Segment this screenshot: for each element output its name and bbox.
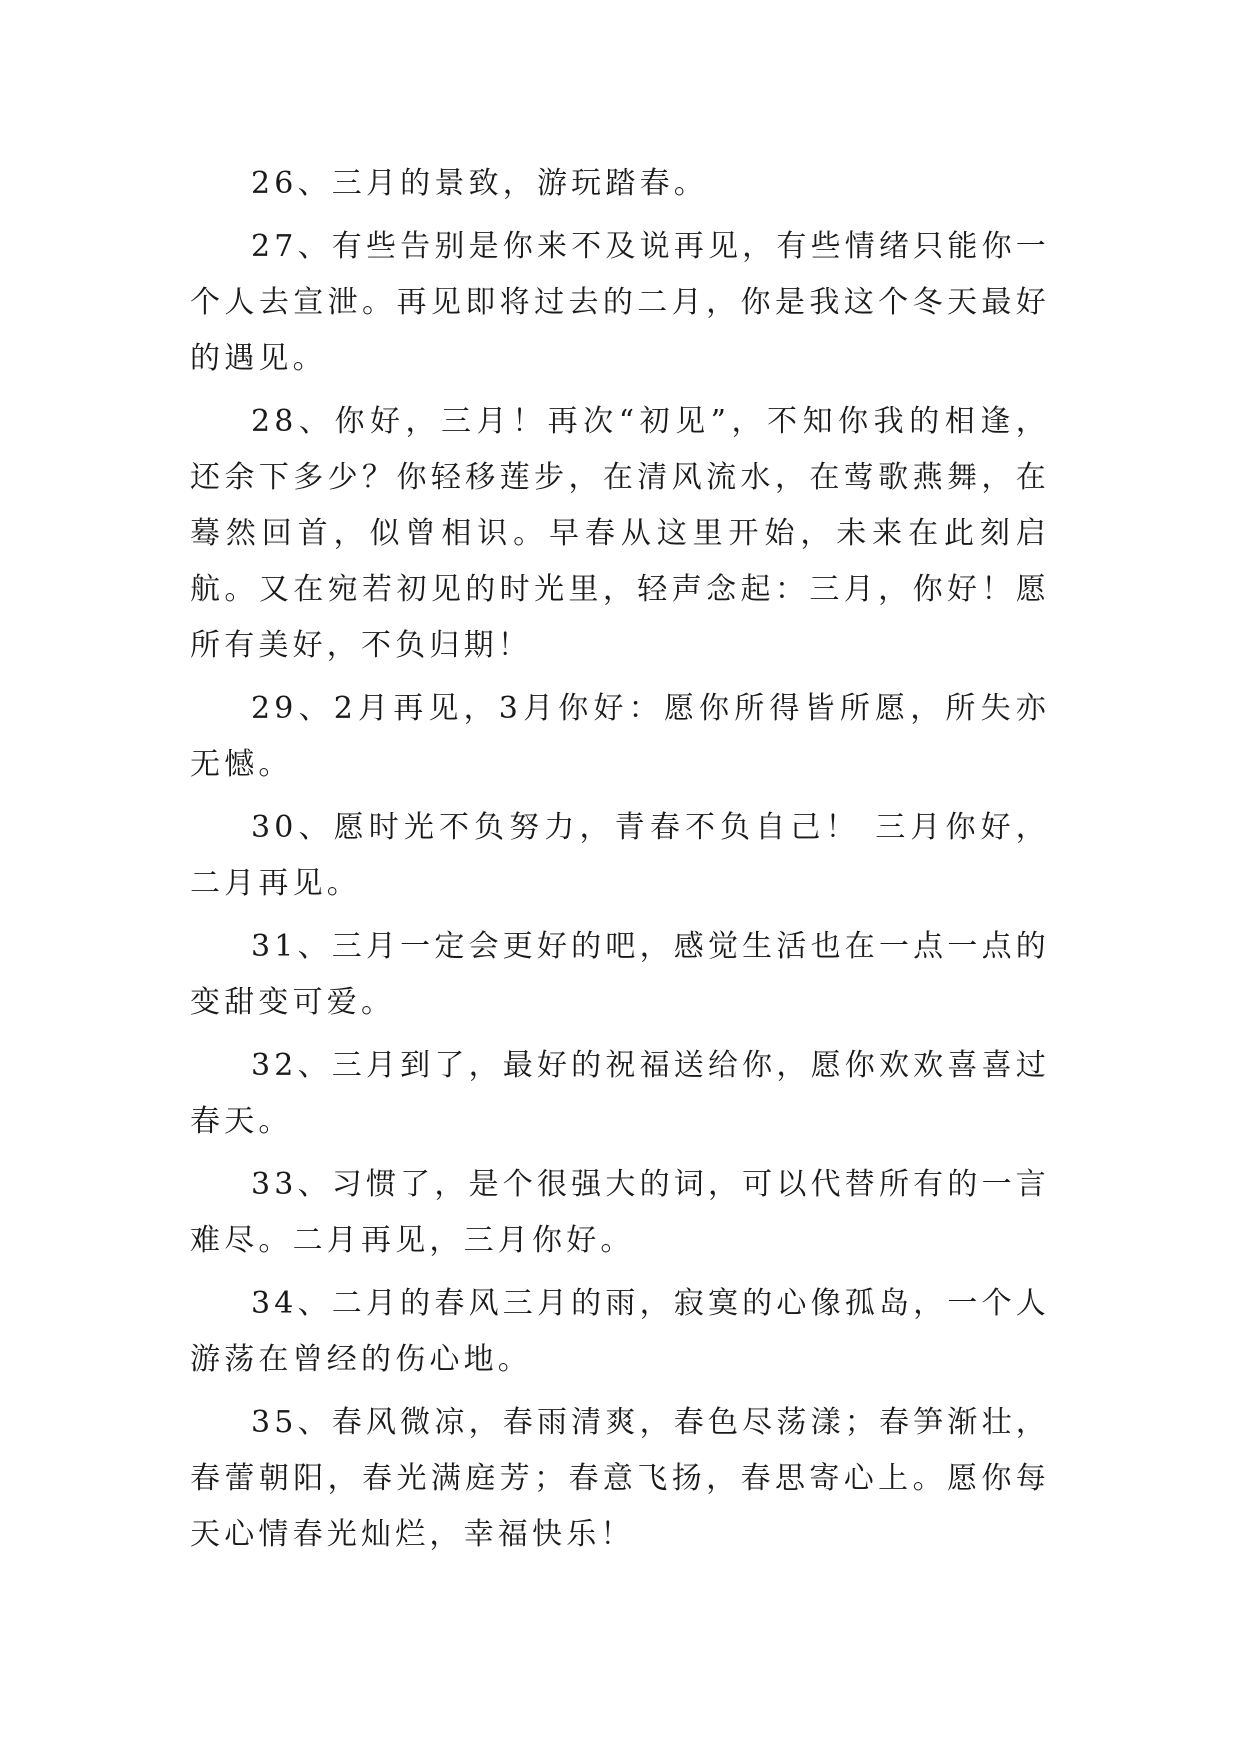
paragraph-26: 26、三月的景致，游玩踏春。 — [251, 166, 708, 201]
paragraph-32: 32、三月到了，最好的祝福送给你，愿你欢欢喜喜过春天。 — [190, 1048, 1050, 1139]
paragraph-27: 27、有些告别是你来不及说再见，有些情绪只能你一个人去宣泄。再见即将过去的二月，你是我这个冬天最好的遇见。 — [190, 229, 1050, 376]
paragraph-28: 28、你好，三月！再次“初见”，不知你我的相逢，还余下多少？你轻移莲步，在清风流水，在莺歌燕舞，在蓦然回首，似曾相识。早春从这里开始，未来在此刻启航。又在宛若初见的时光里，轻声念起：三月，你好！愿所有美好，不负归期！ — [190, 404, 1050, 663]
paragraph-33: 33、习惯了，是个很强大的词，可以代替所有的一言难尽。二月再见，三月你好。 — [190, 1167, 1050, 1258]
paragraph-30: 30、愿时光不负努力，青春不负自己！ 三月你好，二月再见。 — [190, 810, 1050, 901]
document-body — [190, 156, 1050, 1570]
paragraph-29: 29、2月再见，3月你好：愿你所得皆所愿，所失亦无憾。 — [190, 691, 1050, 782]
paragraph-35: 35、春风微凉，春雨清爽，春色尽荡漾；春笋渐壮，春蕾朝阳，春光满庭芳；春意飞扬，春思寄心上。愿你每天心情春光灿烂，幸福快乐！ — [190, 1405, 1050, 1552]
paragraph-31: 31、三月一定会更好的吧，感觉生活也在一点一点的变甜变可爱。 — [190, 929, 1050, 1020]
paragraph-34: 34、二月的春风三月的雨，寂寞的心像孤岛，一个人游荡在曾经的伤心地。 — [190, 1286, 1050, 1377]
